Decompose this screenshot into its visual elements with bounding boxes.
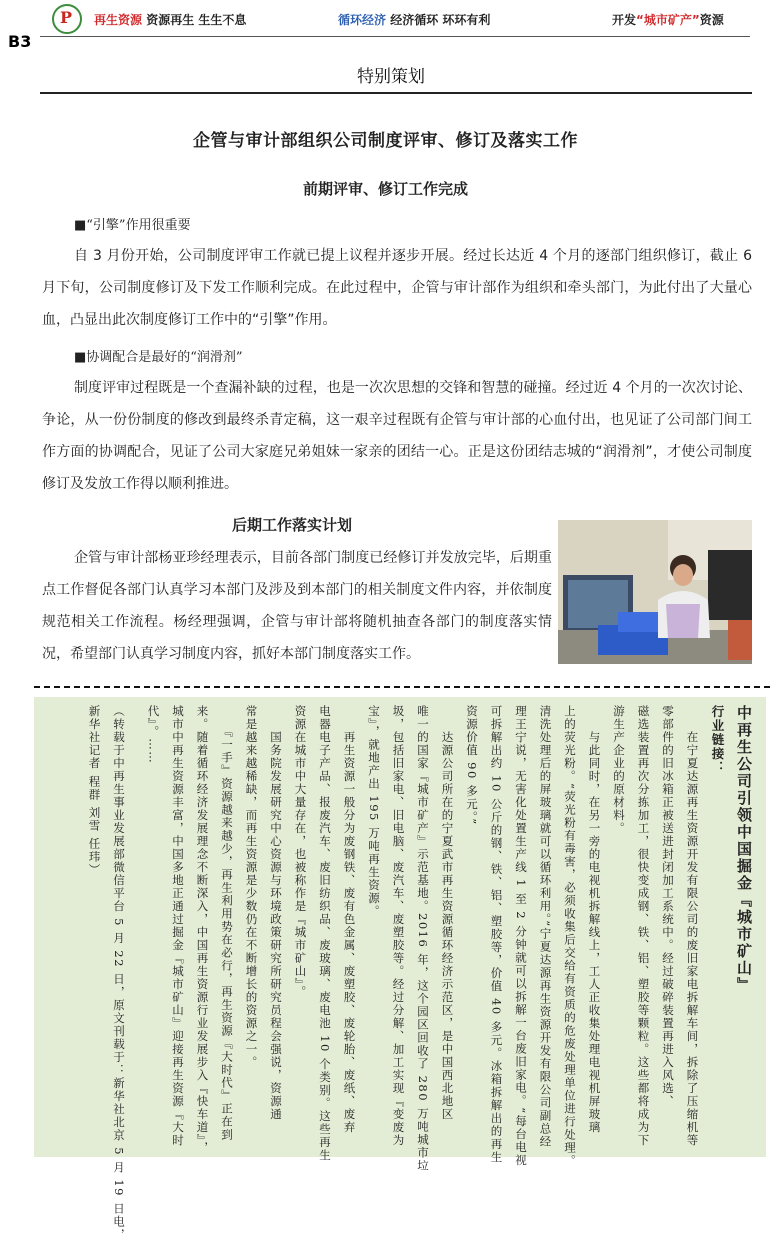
header-slogan-middle xyxy=(338,11,490,28)
slogan-right-post: 资源 xyxy=(699,13,724,27)
sidebar-column: 来。随着循环经济发展理念不断深入，中国再生资源行业发展步入『快车道』， xyxy=(195,705,210,1155)
section-divider xyxy=(40,92,752,94)
slogan-mid-highlight: 循环经济 xyxy=(338,13,387,27)
paragraph-3: 企管与审计部杨亚珍经理表示，目前各部门制度已经修订并发放完毕，后期重点工作督促各部门认真学习本部门及涉及到本部门的相关制度文件内容，并依制度规范相关工作流程。杨经理强调，企管与审计部将随机抽查各部门的制度落实情况，希望部门认真学习制度内容，抓好本部门制度落实工作。 xyxy=(42,550,552,662)
sidebar-column: 圾，包括旧家电、旧电脑、废汽车、废塑胶等。经过分解、加工实现『变废为 xyxy=(391,705,406,1147)
industry-link-sidebar xyxy=(34,697,766,1241)
sidebar-column: 宝』，就地产出 195 万吨再生资源。 xyxy=(367,705,381,919)
sidebar-column: 上的荧光粉。“荧光粉有毒害，必须收集后交给有资质的危废处理单位进行处理。 xyxy=(563,705,577,1168)
sidebar-column: 达源公司所在的宁夏武市再生资源循环经济示范区，是中国西北地区 xyxy=(440,705,455,1121)
sidebar-column: 唯一的国家『城市矿产』示范基地。2016 年，这个园区回收了 280 万吨城市垃 xyxy=(416,705,430,1173)
article-subtitle-1: 前期评审、修订工作完成 xyxy=(302,180,468,198)
manager-photo xyxy=(558,520,752,664)
sidebar-column: 新华社记者 程群 刘雪 任玮） xyxy=(87,705,102,877)
sidebar-column: 资源在城市中大量存在，也被称作是『城市矿山』。 xyxy=(293,705,308,999)
slogan-right-highlight: “城市矿产” xyxy=(636,13,700,27)
page-number: B3 xyxy=(8,32,32,51)
sidebar-title: 中再生公司引领中国掘金『城市矿山』 xyxy=(735,705,753,994)
paragraph-1: 自 3 月份开始，公司制度评审工作就已提上议程并逐步开展。经过长达近 4 个月的逐部门组织修订，截止 6 月下旬，公司制度修订及下发工作顺利完成。在此过程中，企管与审计部作为组织和牵头部门，为此付出了大量心血，凸显出此次制度修订工作中的“引擎”作用。 xyxy=(42,248,752,328)
paragraph-2: 制度评审过程既是一个查漏补缺的过程，也是一次次思想的交锋和智慧的碰撞。经过近 4 个月的一次次讨论、争论，从一份份制度的修改到最终杀青定稿，这一艰辛过程既有企管与审计部的心血付出，也见证了公司部门间工作方面的协调配合，见证了公司大家庭兄弟姐妹一家亲的团结一心。正是这份团结志城的“润滑剂”，才使公司制度修订及发放工作得以顺利推进。 xyxy=(42,380,752,492)
sidebar-column: 『一手』资源越来越少，再生利用势在必行，再生资源『大时代』正在到 xyxy=(220,705,234,1142)
sidebar-column: 常是越来越稀缺，而再生资源是少数仍在不断增长的资源之一。 xyxy=(244,705,259,1069)
sidebar-column: 磁选装置再次分拣加工，很快变成钢、铁、铝、塑胶等颗粒。这些都将成为下 xyxy=(636,705,651,1147)
sidebar-column: 城市中再生资源丰富，中国多地正通过掘金『城市矿山』迎接再生资源『大时 xyxy=(171,705,185,1147)
article-title: 企管与审计部组织公司制度评审、修订及落实工作 xyxy=(193,131,578,151)
page-header xyxy=(0,0,771,40)
section-separator xyxy=(34,686,770,688)
sidebar-column: 再生资源一般分为废钢铁、废有色金属、废塑胶、废轮胎、废纸、废弃 xyxy=(342,705,357,1134)
slogan-mid-text: 经济循环 环环有利 xyxy=(386,13,491,27)
logo-letter: P xyxy=(60,8,73,27)
sidebar-column: 与此同时，在另一旁的电视机拆解线上，工人正收集处理电视机屏玻璃 xyxy=(587,705,602,1134)
header-slogan-left xyxy=(94,11,246,28)
sidebar-column: 清洗处理后的屏玻璃就可以循环利用。”宁夏达源再生资源开发有限公司副总经 xyxy=(538,705,553,1149)
sidebar-column: 电器电子产品、报废汽车、废旧纺织品、废玻璃、废电池 10 个类别。这些再生 xyxy=(318,705,332,1162)
sidebar-column: （转载于中再生事业发展部微信平台 5 月 22 日，原文刊载于：新华社北京 5 月 19 日电， xyxy=(112,705,126,1241)
sidebar-column: 代』。…… xyxy=(146,705,161,765)
article-subtitle-2: 后期工作落实计划 xyxy=(232,516,353,534)
slogan-left-text: 资源再生 生生不息 xyxy=(142,13,247,27)
bullet-heading-1: ■“引擎”作用很重要 xyxy=(74,218,191,233)
header-slogan-right xyxy=(612,11,724,28)
sidebar-column: 行业链接： xyxy=(710,705,725,775)
sidebar-column: 国务院发展研究中心资源与环境政策研究所研究员程会强说，资源通 xyxy=(269,705,283,1121)
sidebar-column: 理王宁说，无害化处置生产线 1 至 2 分钟就可以拆解一台废旧家电。“每台电视 xyxy=(514,705,528,1167)
header-divider xyxy=(40,36,750,37)
sidebar-column: 在宁夏达源再生资源开发有限公司的废旧家电拆解车间，拆除了压缩机等 xyxy=(685,705,700,1147)
sidebar-column: 资源价值 90 多元。” xyxy=(465,705,479,826)
bullet-heading-2: ■协调配合是最好的“润滑剂” xyxy=(74,350,243,365)
slogan-right-pre: 开发 xyxy=(612,13,637,27)
section-title: 特别策划 xyxy=(357,67,425,87)
sidebar-column: 游生产企业的原材料。 xyxy=(612,705,626,835)
slogan-left-highlight: 再生资源 xyxy=(94,13,143,27)
sidebar-column: 零部件的旧冰箱正被送进封闭加工系统中。经过破碎装置再进入风选、 xyxy=(661,705,675,1108)
company-logo xyxy=(52,4,82,34)
sidebar-column: 可拆解出约 10 公斤的钢、铁、铝、塑胶等，价值 40 多元。冰箱拆解出的再生 xyxy=(489,705,504,1164)
